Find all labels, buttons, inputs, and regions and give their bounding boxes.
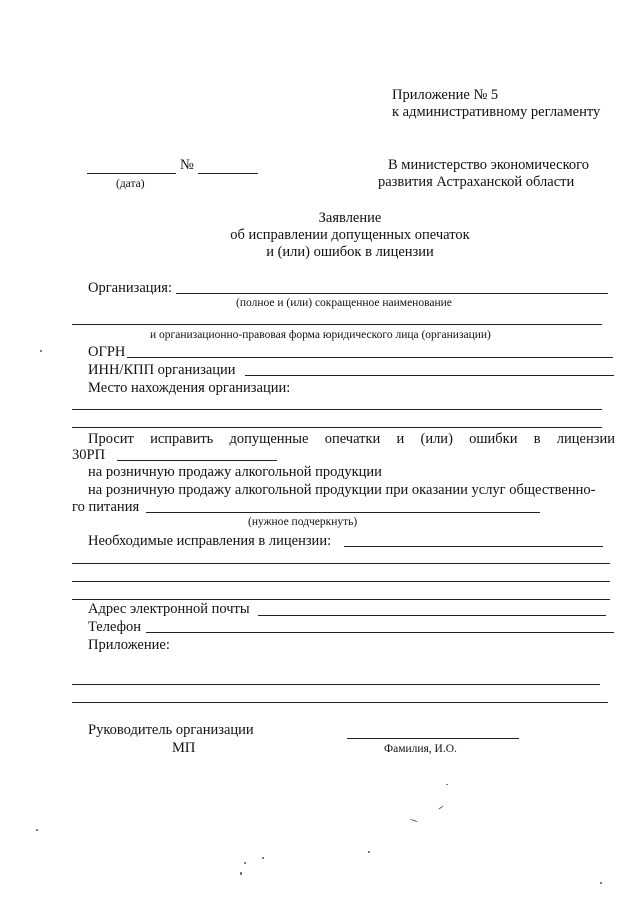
- scan-speck: [40, 350, 42, 352]
- inn-kpp-line: [245, 375, 614, 376]
- scan-speck: [446, 784, 448, 785]
- corrections-label: Необходимые исправления в лицензии:: [88, 533, 332, 549]
- organization-hint: (полное и (или) сокращенное наименование: [236, 297, 452, 309]
- ogrn-line: [127, 357, 613, 358]
- organization-line-2: [72, 324, 602, 325]
- email-label: Адрес электронной почты: [88, 601, 250, 617]
- corrections-line-2: [72, 581, 610, 582]
- option-retail-catering: на розничную продажу алкогольной продукции при оказании услуг общественно-: [88, 482, 596, 498]
- organization-label: Организация:: [88, 280, 173, 296]
- underline-hint: (нужное подчеркнуть): [248, 516, 358, 528]
- corrections-line-1: [72, 563, 610, 564]
- location-line-1: [72, 409, 602, 410]
- license-number-line: [117, 460, 277, 461]
- inn-kpp-label: ИНН/КПП организации: [88, 362, 236, 378]
- date-caption: (дата): [116, 178, 145, 190]
- number-line: [198, 173, 258, 174]
- attachment-label: Приложение:: [88, 637, 170, 653]
- email-line: [258, 615, 606, 616]
- appendix-number: Приложение № 5: [392, 87, 499, 103]
- phone-label: Телефон: [88, 619, 141, 635]
- recipient-line-2: развития Астраханской области: [378, 174, 575, 190]
- location-line-2: [72, 427, 602, 428]
- scan-speck: [240, 872, 242, 875]
- corrections-line-0: [344, 546, 603, 547]
- date-line: [87, 173, 176, 174]
- scan-speck: [438, 805, 443, 809]
- request-text: Просит исправить допущенные опечатки и (или) ошибки в лицензии: [88, 431, 615, 447]
- catering-line: [146, 512, 540, 513]
- scan-speck: [368, 851, 370, 853]
- scan-speck: [410, 819, 418, 823]
- option-retail-catering-cont: го питания: [72, 499, 140, 515]
- scan-speck: [262, 857, 264, 859]
- ogrn-label: ОГРН: [88, 344, 126, 360]
- location-label: Место нахождения организации:: [88, 380, 291, 396]
- document-title: Заявление: [318, 210, 382, 226]
- phone-line: [146, 632, 614, 633]
- option-retail: на розничную продажу алкогольной продукции: [88, 464, 382, 480]
- recipient-line-1: В министерство экономического: [388, 157, 589, 173]
- license-prefix: 30РП: [72, 447, 106, 463]
- document-subtitle-1: об исправлении допущенных опечаток: [230, 227, 470, 243]
- number-sign: №: [180, 157, 194, 173]
- corrections-line-3: [72, 599, 610, 600]
- legal-form-hint: и организационно-правовая форма юридического лица (организации): [150, 329, 491, 341]
- scan-speck: [600, 882, 602, 884]
- document-subtitle-2: и (или) ошибок в лицензии: [266, 244, 434, 260]
- stamp-label: МП: [172, 740, 196, 756]
- attachment-line-1: [72, 684, 600, 685]
- scan-speck: [244, 862, 246, 864]
- signature-line: [347, 738, 519, 739]
- name-caption: Фамилия, И.О.: [384, 743, 457, 755]
- appendix-regulation: к административному регламенту: [392, 104, 601, 120]
- scan-speck: [36, 829, 38, 831]
- attachment-line-2: [72, 702, 608, 703]
- organization-line: [176, 293, 608, 294]
- head-of-organization-label: Руководитель организации: [88, 722, 254, 738]
